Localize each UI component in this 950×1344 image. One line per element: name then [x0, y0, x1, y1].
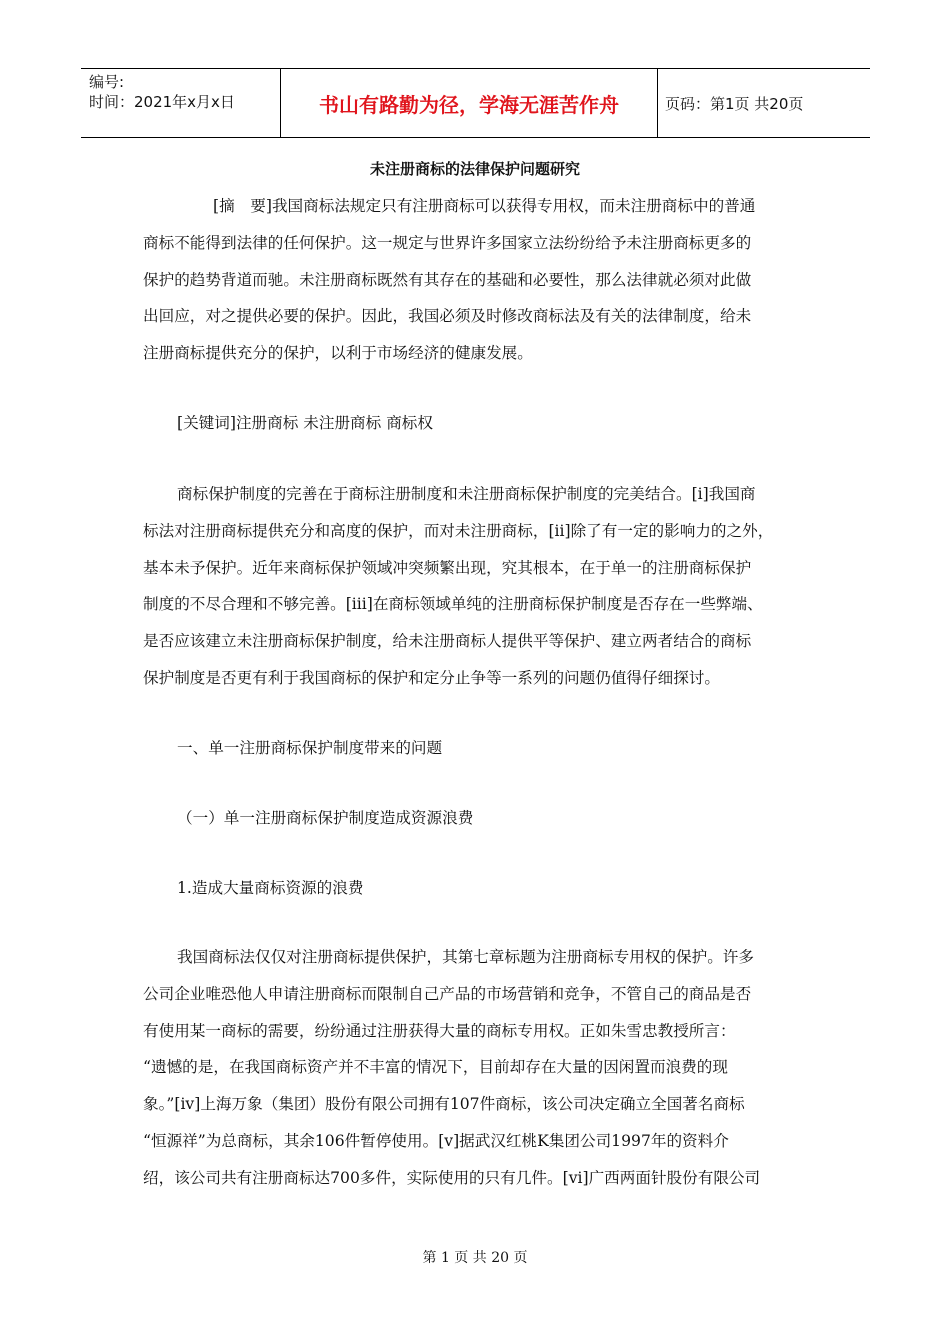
page-footer: 第 1 页 共 20 页	[422, 1250, 528, 1266]
heading-level3	[143, 870, 811, 907]
intro-line: 是否应该建立未注册商标保护制度，给未注册商标人提供平等保护、建立两者结合的商标	[143, 632, 752, 651]
heading1-text: 一、单一注册商标保护制度带来的问题	[177, 739, 443, 757]
header-page-info: 页码：第1页 共20页	[665, 94, 804, 113]
heading-level1	[143, 730, 811, 767]
abstract-line: [摘 要]我国商标法规定只有注册商标可以获得专用权，而未注册商标中的普通	[213, 197, 756, 215]
intro-line: 保护制度是否更有利于我国商标的保护和定分止争等一系列的问题仍值得仔细探讨。	[143, 668, 720, 687]
intro-paragraph	[143, 476, 811, 697]
header-meta	[81, 69, 281, 137]
body-line: 我国商标法仅仅对注册商标提供保护，其第七章标题为注册商标专用权的保护。许多	[177, 948, 754, 966]
abstract-line: 注册商标提供充分的保护，以利于市场经济的健康发展。	[143, 344, 533, 363]
abstract-line: 出回应，对之提供必要的保护。因此，我国必须及时修改商标法及有关的法律制度，给未	[143, 307, 752, 326]
body-line: 绍，该公司共有注册商标达700多件，实际使用的只有几件。[vi]广西两面针股份有限公司	[143, 1168, 761, 1187]
page-header	[81, 68, 870, 138]
intro-line: 商标保护制度的完善在于商标注册制度和未注册商标保护制度的完美结合。[i]我国商	[177, 485, 756, 503]
body-paragraph	[143, 939, 811, 1197]
intro-line: 制度的不尽合理和不够完善。[iii]在商标领域单纯的注册商标保护制度是否存在一些弊端、	[143, 595, 763, 614]
heading3-text: 1.造成大量商标资源的浪费	[177, 879, 364, 897]
body-line: 象。”[iv]上海万象（集团）股份有限公司拥有107件商标，该公司决定确立全国著名商标	[143, 1095, 745, 1114]
abstract-line: 保护的趋势背道而驰。未注册商标既然有其存在的基础和必要性，那么法律就必须对此做	[143, 270, 752, 289]
keywords-line: [关键词]注册商标 未注册商标 商标权	[177, 414, 433, 432]
intro-line: 标法对注册商标提供充分和高度的保护，而对未注册商标，[ii]除了有一定的影响力的之外，	[143, 521, 774, 540]
abstract-paragraph	[143, 188, 811, 372]
body-line: 有使用某一商标的需要，纷纷通过注册获得大量的商标专用权。正如朱雪忠教授所言：	[143, 1021, 736, 1040]
body-line: “遗憾的是，在我国商标资产并不丰富的情况下，目前却存在大量的因闲置而浪费的现	[143, 1058, 728, 1077]
abstract-line: 商标不能得到法律的任何保护。这一规定与世界许多国家立法纷纷给予未注册商标更多的	[143, 233, 752, 252]
heading-level2	[143, 800, 811, 837]
body-line: 公司企业唯恐他人申请注册商标而限制自己产品的市场营销和竞争，不管自己的商品是否	[143, 984, 752, 1003]
heading2-text: （一）单一注册商标保护制度造成资源浪费	[177, 809, 474, 827]
number-label: 编号:	[89, 73, 125, 91]
date-label: 时间：2021年x月x日	[89, 93, 235, 111]
keywords-paragraph	[143, 405, 811, 442]
header-motto: 书山有路勤为径，学海无涯苦作舟	[281, 69, 658, 137]
intro-line: 基本未予保护。近年来商标保护领域冲突频繁出现，究其根本，在于单一的注册商标保护	[143, 558, 752, 577]
document-title: 未注册商标的法律保护问题研究	[369, 160, 580, 178]
body-line: “恒源祥”为总商标，其余106件暂停使用。[v]据武汉红桃K集团公司1997年的资料介	[143, 1131, 729, 1150]
